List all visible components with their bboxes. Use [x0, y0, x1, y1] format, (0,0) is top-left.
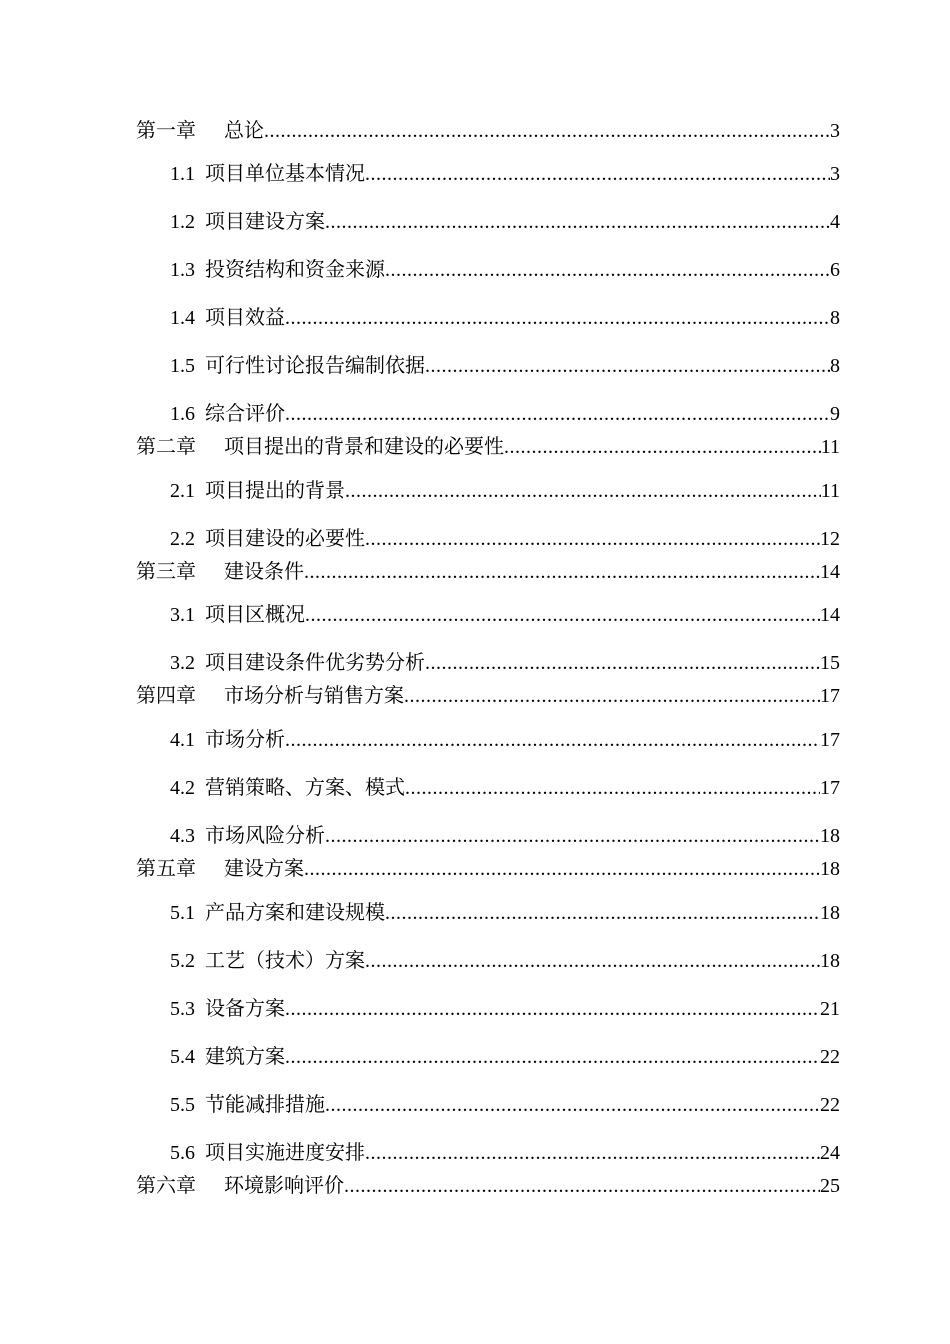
toc-chapter-1[interactable]	[136, 117, 840, 143]
toc-title: 工艺（技术）方案	[205, 948, 365, 972]
toc-number: 4.1	[170, 729, 195, 751]
toc-title: 项目建设方案	[205, 209, 325, 233]
toc-number: 2.2	[170, 528, 195, 550]
toc-section-1-5[interactable]	[170, 352, 840, 378]
toc-title: 总论	[224, 118, 264, 142]
toc-section-1-3[interactable]	[170, 256, 840, 282]
toc-page-number: 6	[830, 259, 840, 281]
toc-page-number: 22	[820, 1094, 840, 1116]
toc-page-number: 18	[820, 825, 840, 847]
toc-number: 3.1	[170, 604, 195, 626]
toc-page-number: 12	[820, 528, 840, 550]
toc-page-number: 4	[830, 211, 840, 233]
toc-section-2-2[interactable]	[170, 525, 840, 551]
toc-leader	[304, 856, 820, 882]
toc-leader	[325, 1092, 820, 1118]
toc-title: 市场分析	[205, 727, 285, 751]
toc-page-number: 14	[820, 561, 840, 583]
toc-section-1-4[interactable]	[170, 304, 840, 330]
toc-leader	[345, 478, 821, 504]
toc-title: 项目建设条件优劣势分析	[205, 650, 425, 674]
toc-title: 市场分析与销售方案	[224, 683, 404, 707]
toc-leader	[365, 948, 820, 974]
toc-number: 第二章	[136, 434, 196, 458]
toc-leader	[425, 353, 830, 379]
toc-chapter-5[interactable]	[136, 855, 840, 881]
toc-number: 第六章	[136, 1173, 196, 1197]
toc-number: 1.1	[170, 163, 195, 185]
toc-title: 综合评价	[205, 401, 285, 425]
toc-chapter-3[interactable]	[136, 558, 840, 584]
toc-number: 1.5	[170, 355, 195, 377]
toc-title: 项目提出的背景和建设的必要性	[224, 434, 504, 458]
toc-number: 第一章	[136, 118, 196, 142]
toc-title: 产品方案和建设规模	[205, 900, 385, 924]
toc-section-2-1[interactable]	[170, 477, 840, 503]
toc-leader	[365, 1140, 820, 1166]
toc-section-3-2[interactable]	[170, 649, 840, 675]
toc-title: 可行性讨论报告编制依据	[205, 353, 425, 377]
toc-leader	[285, 401, 830, 427]
toc-title: 建设条件	[224, 559, 304, 583]
toc-section-3-1[interactable]	[170, 601, 840, 627]
toc-section-4-1[interactable]	[170, 726, 840, 752]
toc-page-number: 17	[820, 685, 840, 707]
toc-chapter-2[interactable]	[136, 433, 840, 459]
toc-title: 设备方案	[205, 996, 285, 1020]
toc-number: 4.3	[170, 825, 195, 847]
toc-number: 1.4	[170, 307, 195, 329]
toc-number: 5.4	[170, 1046, 195, 1068]
toc-title: 建设方案	[224, 856, 304, 880]
toc-section-1-1[interactable]	[170, 160, 840, 186]
toc-section-5-6[interactable]	[170, 1139, 840, 1165]
toc-section-5-1[interactable]	[170, 899, 840, 925]
toc-leader	[385, 257, 830, 283]
toc-leader	[285, 305, 830, 331]
toc-leader	[285, 1044, 820, 1070]
toc-number: 第五章	[136, 856, 196, 880]
toc-page-number: 8	[830, 307, 840, 329]
toc-title: 项目建设的必要性	[205, 526, 365, 550]
toc-leader	[325, 209, 830, 235]
toc-leader	[365, 161, 830, 187]
toc-leader	[405, 775, 820, 801]
toc-title: 建筑方案	[205, 1044, 285, 1068]
toc-title: 市场风险分析	[205, 823, 325, 847]
toc-page-number: 21	[820, 998, 840, 1020]
toc-leader	[404, 683, 820, 709]
toc-title: 营销策略、方案、模式	[205, 775, 405, 799]
toc-page-number: 3	[830, 163, 840, 185]
toc-page-number: 25	[820, 1175, 840, 1197]
toc-chapter-6[interactable]	[136, 1172, 840, 1198]
toc-section-4-2[interactable]	[170, 774, 840, 800]
toc-number: 4.2	[170, 777, 195, 799]
toc-section-1-6[interactable]	[170, 400, 840, 426]
toc-title: 投资结构和资金来源	[205, 257, 385, 281]
toc-section-1-2[interactable]	[170, 208, 840, 234]
toc-number: 1.6	[170, 403, 195, 425]
toc-leader	[425, 650, 820, 676]
toc-title: 项目效益	[205, 305, 285, 329]
toc-number: 5.3	[170, 998, 195, 1020]
toc-number: 5.1	[170, 902, 195, 924]
toc-page-number: 11	[820, 436, 840, 458]
toc-leader	[304, 559, 820, 585]
toc-page-number: 22	[820, 1046, 840, 1068]
toc-page-number: 15	[820, 652, 840, 674]
toc-title: 环境影响评价	[224, 1173, 344, 1197]
toc-page-number: 9	[830, 403, 840, 425]
toc-leader	[365, 526, 820, 552]
toc-page-number: 14	[820, 604, 840, 626]
toc-number: 3.2	[170, 652, 195, 674]
toc-leader	[285, 727, 820, 753]
toc-number: 5.6	[170, 1142, 195, 1164]
toc-page-number: 17	[820, 729, 840, 751]
toc-number: 5.5	[170, 1094, 195, 1116]
toc-leader	[264, 118, 830, 144]
toc-section-5-2[interactable]	[170, 947, 840, 973]
toc-page-number: 18	[820, 902, 840, 924]
toc-number: 第四章	[136, 683, 196, 707]
toc-page-number: 18	[820, 858, 840, 880]
toc-page-number: 18	[820, 950, 840, 972]
toc-page-number: 24	[820, 1142, 840, 1164]
toc-leader	[385, 900, 820, 926]
toc-title: 项目区概况	[205, 602, 305, 626]
toc-section-4-3[interactable]	[170, 822, 840, 848]
toc-leader	[325, 823, 820, 849]
toc-number: 5.2	[170, 950, 195, 972]
toc-number: 1.2	[170, 211, 195, 233]
toc-page-number: 17	[820, 777, 840, 799]
toc-title: 项目单位基本情况	[205, 161, 365, 185]
toc-title: 节能减排措施	[205, 1092, 325, 1116]
toc-title: 项目实施进度安排	[205, 1140, 365, 1164]
toc-leader	[305, 602, 820, 628]
toc-leader	[504, 434, 821, 460]
toc-title: 项目提出的背景	[205, 478, 345, 502]
toc-page-number: 3	[830, 120, 840, 142]
toc-number: 2.1	[170, 480, 195, 502]
toc-chapter-4[interactable]	[136, 682, 840, 708]
toc-section-5-5[interactable]	[170, 1091, 840, 1117]
toc-leader	[285, 996, 820, 1022]
toc-number: 第三章	[136, 559, 196, 583]
toc-section-5-3[interactable]	[170, 995, 840, 1021]
toc-page-number: 11	[820, 480, 840, 502]
toc-number: 1.3	[170, 259, 195, 281]
toc-leader	[344, 1173, 820, 1199]
toc-section-5-4[interactable]	[170, 1043, 840, 1069]
toc-page-number: 8	[830, 355, 840, 377]
